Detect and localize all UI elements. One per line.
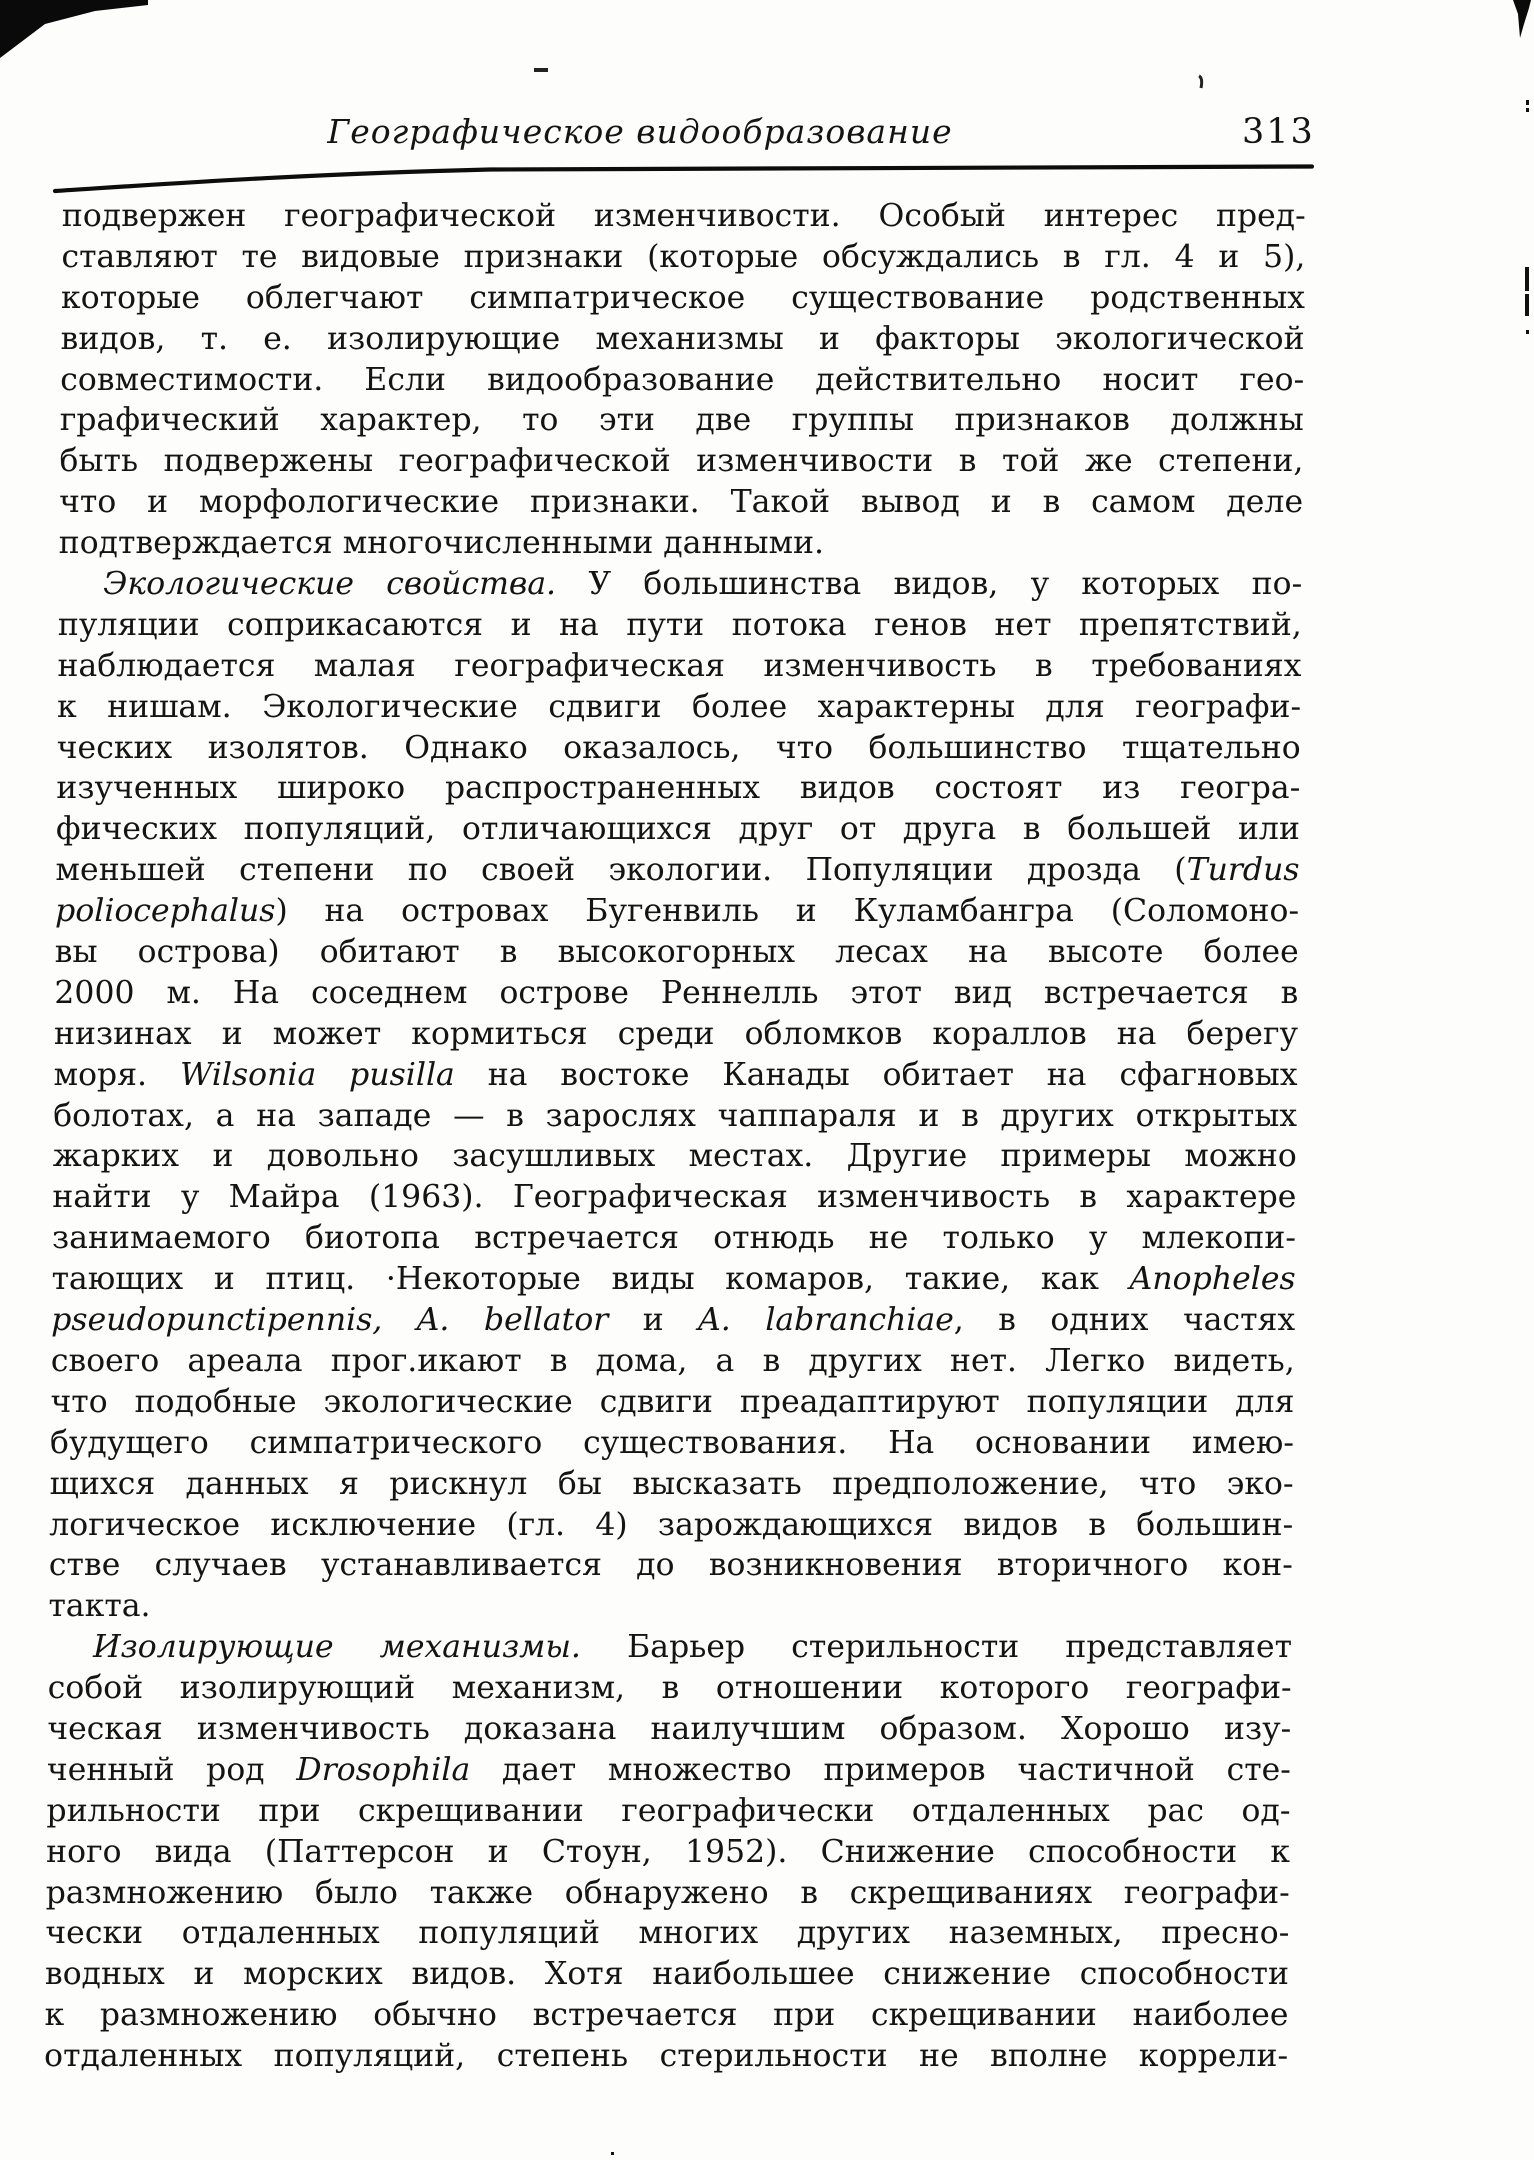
text-run: стве случаев устанавливается до возникновения вторичного кон- bbox=[48, 1547, 1294, 1584]
text-line bbox=[55, 891, 1299, 932]
text-line bbox=[57, 728, 1301, 769]
text-run: быть подвержены географической изменчивости в той же степени, bbox=[59, 443, 1304, 480]
italic-run: Экологические свойства. bbox=[103, 566, 557, 603]
text-run: совместимости. Если видообразование действительно носит гео- bbox=[60, 361, 1305, 398]
text-run: У большинства видов, у которых по- bbox=[555, 566, 1303, 603]
text-run: подвержен географической изменчивости. Особый интерес пред- bbox=[61, 198, 1306, 234]
text-run: вы острова) обитают в высокогорных лесах на высоте более bbox=[54, 934, 1299, 971]
paragraph bbox=[48, 564, 1302, 1627]
text-line bbox=[50, 1423, 1294, 1464]
text-run: логическое исключение (гл. 4) зарождающихся видов в большин- bbox=[49, 1506, 1294, 1543]
text-run: и bbox=[608, 1302, 699, 1339]
italic-run: A. labranchiae bbox=[697, 1302, 955, 1339]
text-line bbox=[59, 441, 1303, 482]
header-rule bbox=[0, 0, 1534, 220]
text-line bbox=[46, 1832, 1290, 1873]
paragraph bbox=[58, 196, 1306, 564]
text-line bbox=[46, 1873, 1290, 1914]
text-run: ного вида (Паттерсон и Стоун, 1952). Снижение способности к bbox=[45, 1833, 1291, 1870]
text-line bbox=[62, 196, 1306, 237]
text-run: что и морфологические признаки. Такой вывод и в самом деле bbox=[58, 484, 1304, 521]
text-run: найти у Майра (1963). Географическая изменчивость в характере bbox=[52, 1179, 1297, 1216]
text-run: ) на островах Бугенвиль и Куламбангра (Соломоно- bbox=[275, 893, 1300, 930]
text-line bbox=[53, 1096, 1297, 1137]
text-line bbox=[58, 564, 1302, 605]
text-run: чески отдаленных популяций многих других наземных, пресно- bbox=[45, 1915, 1290, 1952]
text-line bbox=[57, 646, 1301, 687]
text-line bbox=[54, 1014, 1298, 1055]
scan-artifact-dot bbox=[1526, 108, 1529, 112]
text-line bbox=[46, 1791, 1290, 1832]
text-run: к размножению обычно встречается при скрещивании наиболее bbox=[44, 1997, 1289, 2034]
text-line bbox=[60, 400, 1304, 441]
text-line bbox=[52, 1177, 1296, 1218]
text-line bbox=[53, 1136, 1297, 1177]
text-run: тающих и птиц. ·Некоторые виды комаров, такие, как bbox=[51, 1261, 1130, 1298]
text-line bbox=[59, 482, 1303, 523]
text-line bbox=[56, 809, 1300, 850]
running-header: Географическое видообразование bbox=[327, 112, 953, 151]
italic-run: Изолирующие механизмы. bbox=[92, 1629, 582, 1666]
text-run: которые облегчают симпатрическое существование родственных bbox=[60, 279, 1306, 316]
text-line bbox=[55, 932, 1299, 973]
text-line bbox=[50, 1382, 1294, 1423]
text-run: на востоке Канады обитает на сфагновых bbox=[454, 1056, 1298, 1093]
text-line bbox=[45, 1954, 1289, 1995]
text-line bbox=[51, 1300, 1295, 1341]
text-line bbox=[47, 1668, 1291, 1709]
text-line bbox=[53, 1055, 1297, 1096]
text-run: фических популяций, отличающихся друг от друга в большей или bbox=[55, 811, 1301, 848]
italic-run: Drosophila bbox=[296, 1751, 471, 1788]
text-run: видов, т. е. изолирующие механизмы и факторы экологической bbox=[60, 320, 1305, 357]
text-line bbox=[48, 1627, 1292, 1668]
text-run: ченный род bbox=[46, 1751, 297, 1788]
text-run: 2000 м. На соседнем острове Реннелль этот вид встречается в bbox=[54, 974, 1299, 1011]
text-run: , в одних частях bbox=[953, 1302, 1296, 1339]
paragraph bbox=[44, 1627, 1292, 2077]
text-line bbox=[61, 278, 1305, 319]
text-run: рильности при скрещивании географически отдаленных рас од- bbox=[46, 1792, 1291, 1829]
text-run: щихся данных я рискнул бы высказать предположение, что эко- bbox=[49, 1465, 1294, 1502]
text-line bbox=[44, 2036, 1288, 2077]
text-run: занимаемого биотопа встречается отнюдь не только у млекопи- bbox=[51, 1220, 1297, 1257]
text-run: водных и морских видов. Хотя наибольшее снижение способности bbox=[44, 1956, 1290, 1993]
italic-run: Wilsonia pusilla bbox=[179, 1056, 455, 1093]
text-run: ческая изменчивость доказана наилучшим образом. Хорошо изу- bbox=[47, 1710, 1292, 1747]
scan-artifact-dot bbox=[611, 2152, 614, 2155]
text-line bbox=[48, 1586, 1292, 1627]
text-line bbox=[56, 768, 1300, 809]
scan-artifact-dot bbox=[1526, 100, 1529, 105]
text-line bbox=[51, 1259, 1295, 1300]
text-run: изученных широко распространенных видов состоят из геогра- bbox=[56, 770, 1301, 807]
italic-run: Anopheles bbox=[1129, 1261, 1296, 1298]
italic-run: Turdus bbox=[1186, 852, 1300, 889]
italic-run: pseudopunctipennis, bbox=[51, 1302, 383, 1339]
scan-artifact-dot bbox=[1526, 330, 1529, 334]
text-run: наблюдается малая географическая изменчивость в требованиях bbox=[57, 647, 1302, 684]
text-run: ческих изолятов. Однако оказалось, что большинство тщательно bbox=[56, 729, 1301, 766]
text-line bbox=[49, 1464, 1293, 1505]
text-run: жарких и довольно засушливых местах. Другие примеры можно bbox=[52, 1138, 1297, 1175]
text-line bbox=[58, 605, 1302, 646]
scan-artifact-dash bbox=[1525, 267, 1529, 291]
text-line bbox=[44, 1995, 1288, 2036]
text-line bbox=[58, 523, 1302, 564]
text-run: ставляют те видовые признаки (которые обсуждались в гл. 4 и 5), bbox=[61, 238, 1306, 275]
text-run: Барьер стерильности представляет bbox=[580, 1629, 1293, 1666]
text-run: своего ареала прог.икают в дома, а в других нет. Легко видеть, bbox=[50, 1342, 1295, 1379]
text-run: графический характер, то эти две группы признаков должны bbox=[59, 402, 1305, 439]
italic-run: poliocephalus bbox=[54, 893, 276, 930]
text-run: моря. bbox=[53, 1056, 181, 1093]
text-line bbox=[52, 1218, 1296, 1259]
page-number: 313 bbox=[1242, 112, 1315, 152]
text-line bbox=[60, 319, 1304, 360]
text-line bbox=[61, 237, 1305, 278]
text-run: такта. bbox=[48, 1588, 151, 1625]
text-run: к нишам. Экологические сдвиги более характерны для географи- bbox=[56, 688, 1302, 725]
text-line bbox=[57, 687, 1301, 728]
italic-run: A. bellator bbox=[416, 1302, 609, 1339]
text-run: будущего симпатрического существования. На основании имею- bbox=[49, 1424, 1295, 1461]
text-line bbox=[49, 1545, 1293, 1586]
text-run: дает множество примеров частичной сте- bbox=[470, 1751, 1292, 1788]
text-line bbox=[49, 1505, 1293, 1546]
text-run: меньшей степени по своей экологии. Популяции дрозда ( bbox=[55, 852, 1187, 889]
text-line bbox=[54, 973, 1298, 1014]
text-line bbox=[55, 850, 1299, 891]
text-run bbox=[382, 1302, 417, 1338]
text-run: болотах, а на западе — в зарослях чаппараля и в других открытых bbox=[52, 1097, 1298, 1134]
text-run: низинах и может кормиться среди обломков кораллов на берегу bbox=[53, 1015, 1299, 1052]
text-line bbox=[45, 1913, 1289, 1954]
text-line bbox=[60, 360, 1304, 401]
body-text bbox=[44, 196, 1306, 2077]
text-run: подтверждается многочисленными данными. bbox=[58, 525, 825, 562]
text-run: пуляции соприкасаются и на пути потока генов нет препятствий, bbox=[57, 606, 1303, 643]
text-line bbox=[47, 1750, 1291, 1791]
text-line bbox=[47, 1709, 1291, 1750]
text-run: что подобные экологические сдвиги преадаптируют популяции для bbox=[50, 1383, 1295, 1420]
text-run: отдаленных популяций, степень стерильности не вполне коррели- bbox=[43, 2038, 1289, 2075]
text-run: размножению было также обнаружено в скрещиваниях географи- bbox=[45, 1874, 1290, 1911]
scan-artifact-dash bbox=[1525, 294, 1529, 316]
text-run: собой изолирующий механизм, в отношении которого географи- bbox=[47, 1670, 1292, 1707]
text-line bbox=[51, 1341, 1295, 1382]
